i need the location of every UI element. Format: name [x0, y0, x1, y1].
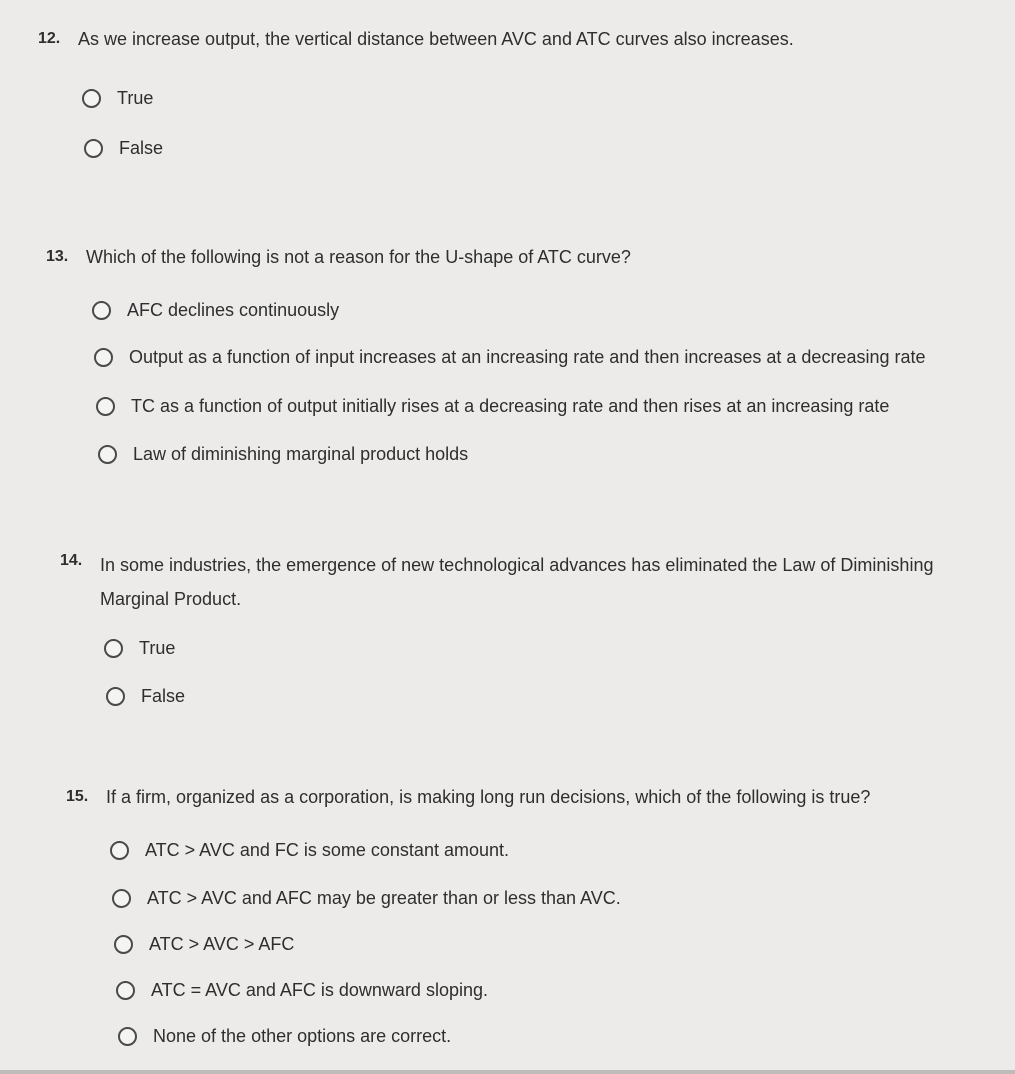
option-label: ATC = AVC and AFC is downward sloping.	[151, 980, 488, 1000]
option-tc-function[interactable]	[96, 396, 889, 417]
option-false[interactable]	[106, 686, 185, 707]
option-label: Output as a function of input increases at an increasing rate and then increases at a decreasing rate	[129, 347, 926, 367]
question-number: 15.	[66, 788, 89, 805]
radio-button[interactable]	[84, 139, 103, 158]
option-label: ATC > AVC and FC is some constant amount.	[145, 840, 509, 860]
option-output-function[interactable]	[94, 347, 926, 368]
option-label: False	[141, 686, 186, 706]
question-header	[60, 548, 960, 616]
option-label: True	[117, 88, 154, 108]
option-false[interactable]	[84, 138, 163, 159]
question-text: If a firm, organized as a corporation, is making long run decisions, which of the following is true?	[106, 787, 871, 807]
question-14	[60, 548, 960, 616]
radio-button[interactable]	[98, 445, 117, 464]
option-label: Law of diminishing marginal product holds	[133, 444, 469, 464]
radio-button[interactable]	[94, 348, 113, 367]
radio-button[interactable]	[92, 301, 111, 320]
option-label: None of the other options are correct.	[153, 1026, 452, 1046]
option-afc-declines[interactable]	[92, 300, 339, 321]
question-number: 13.	[46, 248, 69, 265]
radio-button[interactable]	[104, 639, 123, 658]
question-text: Which of the following is not a reason for the U-shape of ATC curve?	[86, 247, 631, 267]
question-12	[38, 26, 978, 52]
option-label: True	[139, 638, 176, 658]
option-label: ATC > AVC and AFC may be greater than or less than AVC.	[147, 888, 621, 908]
option-atc-gt-avc-afc-varies[interactable]	[112, 888, 621, 909]
question-13	[46, 244, 986, 270]
radio-button[interactable]	[112, 889, 131, 908]
question-15	[66, 784, 966, 810]
option-law-diminishing[interactable]	[98, 444, 468, 465]
radio-button[interactable]	[118, 1027, 137, 1046]
option-label: TC as a function of output initially rises at a decreasing rate and then rises at an increasing rate	[131, 396, 890, 416]
question-number: 12.	[38, 30, 61, 47]
question-header	[38, 26, 978, 52]
question-text: In some industries, the emergence of new technological advances has eliminated the Law of Diminishing Marginal Product.	[100, 555, 934, 609]
question-header	[66, 784, 966, 810]
radio-button[interactable]	[96, 397, 115, 416]
option-none-correct[interactable]	[118, 1026, 451, 1047]
option-atc-eq-avc[interactable]	[116, 980, 488, 1001]
option-label: ATC > AVC > AFC	[149, 934, 295, 954]
question-header	[46, 244, 986, 270]
option-true[interactable]	[104, 638, 175, 659]
radio-button[interactable]	[106, 687, 125, 706]
radio-button[interactable]	[116, 981, 135, 1000]
question-number: 14.	[60, 552, 83, 569]
question-text: As we increase output, the vertical distance between AVC and ATC curves also increases.	[78, 29, 794, 49]
option-label: False	[119, 138, 164, 158]
option-true[interactable]	[82, 88, 153, 109]
option-atc-gt-avc-fc-constant[interactable]	[110, 840, 509, 861]
option-label: AFC declines continuously	[127, 300, 340, 320]
bottom-divider	[0, 1070, 1015, 1074]
radio-button[interactable]	[110, 841, 129, 860]
radio-button[interactable]	[114, 935, 133, 954]
radio-button[interactable]	[82, 89, 101, 108]
option-atc-gt-avc-gt-afc[interactable]	[114, 934, 294, 955]
